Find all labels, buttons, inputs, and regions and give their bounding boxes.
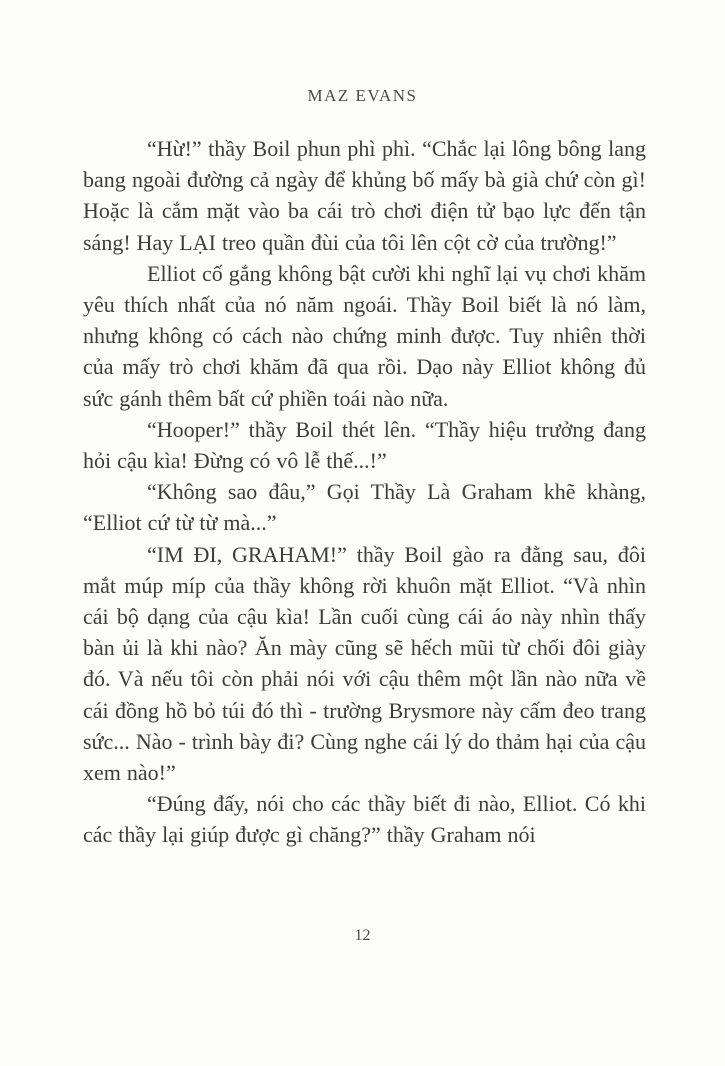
paragraph-2: Elliot cố gắng không bật cười khi nghĩ lại vụ chơi khăm yêu thích nhất của nó năm ngoái. Thầy Boil biết là nó làm, nhưng không có cách nào chứng minh được. Tuy nhiên thời của mấy trò chơi khăm đã qua rồi. Dạo này Elliot không đủ sức gánh thêm bất cứ phiền toái nào nữa.: [83, 260, 646, 411]
paragraph-4: “Không sao đâu,” Gọi Thầy Là Graham khẽ khàng, “Elliot cứ từ từ mà...”: [83, 479, 646, 536]
paragraph-6: “Đúng đấy, nói cho các thầy biết đi nào, Elliot. Có khi các thầy lại giúp được gì chăng?” thầy Graham nói: [83, 791, 646, 848]
paragraph-1: “Hừ!” thầy Boil phun phì phì. “Chắc lại lông bông lang bang ngoài đường cả ngày để khủng bố mấy bà già chứ còn gì! Hoặc là cắm mặt vào ba cái trò chơi điện tử bạo lực đến tận sáng! Hay LẠI treo quần đùi của tôi lên cột cờ của trường!”: [83, 136, 646, 255]
page-number: 12: [354, 927, 371, 944]
body-text-block: [83, 133, 646, 851]
paragraph-3: “Hooper!” thầy Boil thét lên. “Thầy hiệu trưởng đang hỏi cậu kìa! Đừng có vô lễ thế...!”: [83, 416, 646, 474]
running-header: MAZ EVANS: [307, 86, 418, 105]
paragraph-5: “IM ĐI, GRAHAM!” thầy Boil gào ra đằng sau, đôi mắt múp míp của thầy không rời khuôn mặt Elliot. “Và nhìn cái bộ dạng của cậu kìa! Lần cuối cùng cái áo này nhìn thấy bàn ủi là khi nào? Ăn mày cũng sẽ hếch mũi từ chối đôi giày đó. Và nếu tôi còn phải nói với cậu thêm một lần nào nữa về cái đồng hồ bỏ túi đó thì - trường Brysmore này cấm đeo trang sức... Nào - trình bày đi? Cùng nghe cái lý do thảm hại của cậu xem nào!”: [83, 541, 646, 786]
